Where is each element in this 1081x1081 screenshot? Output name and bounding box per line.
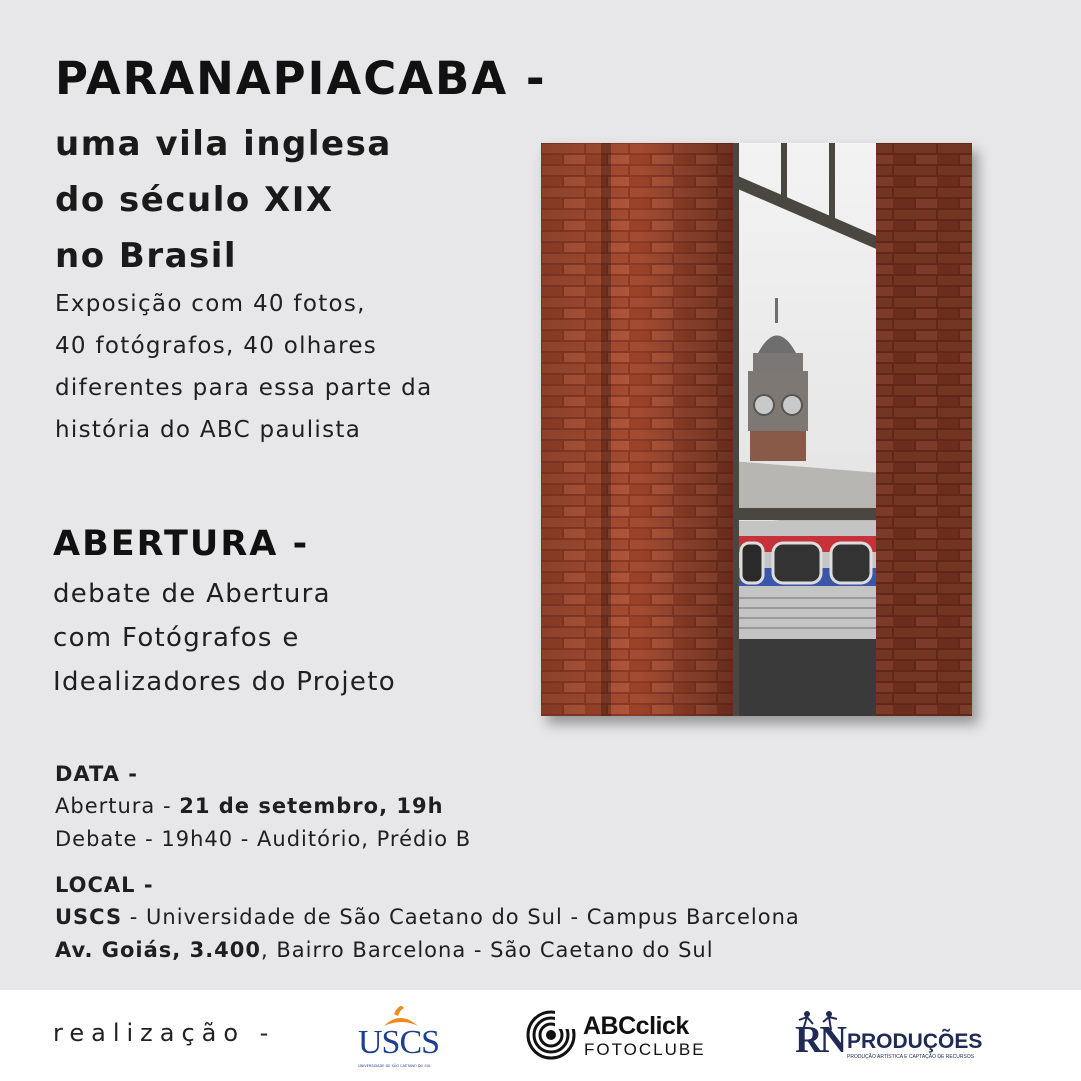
uscs-logo [356, 1002, 446, 1074]
rn-producoes-name: PRODUÇÕES [847, 1030, 983, 1053]
local-label: LOCAL - [55, 873, 154, 897]
data-label: DATA - [55, 762, 139, 786]
local-address-bold: Av. Goiás, 3.400 [55, 938, 262, 962]
local-uscs-line [55, 905, 800, 929]
data-abertura-prefix: Abertura - [55, 794, 180, 818]
abcclick-logo [525, 1008, 725, 1064]
page-title: PARANAPIACABA - [55, 52, 547, 105]
aperture-icon [525, 1009, 577, 1061]
description-line: história do ABC paulista [55, 417, 362, 443]
description-line: Exposição com 40 fotos, [55, 291, 366, 317]
subtitle-line: uma vila inglesa [55, 124, 392, 164]
local-uscs-bold: USCS [55, 905, 123, 929]
description [55, 283, 432, 451]
rn-monogram: RN [795, 1019, 844, 1061]
uscs-logo-text: USCS [358, 1024, 440, 1061]
dancers-icon [795, 1010, 845, 1036]
abcclick-sub: FOTOCLUBE [584, 1040, 706, 1059]
local-address-rest: , Bairro Barcelona - São Caetano do Sul [261, 938, 714, 962]
subtitle-line: no Brasil [55, 236, 238, 276]
data-abertura-value: 21 de setembro, 19h [179, 794, 444, 818]
abertura-line: com Fotógrafos e [53, 623, 300, 653]
train [731, 521, 881, 716]
local-uscs-rest: - Universidade de São Caetano do Sul - Campus Barcelona [122, 905, 800, 929]
rn-producoes-logo [795, 1010, 985, 1066]
photo-brick-window [541, 143, 972, 716]
photo-illustration [541, 143, 972, 716]
abcclick-name: ABCclick [583, 1012, 689, 1040]
rn-producoes-sub: PRODUÇÃO ARTÍSTICA E CAPTAÇÃO DE RECURSOS [847, 1054, 975, 1060]
abertura-body [53, 572, 396, 704]
realizacao-label: realização - [53, 1019, 276, 1047]
abertura-line: debate de Abertura [53, 579, 331, 609]
data-abertura-line [55, 794, 444, 818]
abertura-line: Idealizadores do Projeto [53, 667, 396, 697]
description-line: 40 fotógrafos, 40 olhares [55, 333, 378, 359]
data-debate-line: Debate - 19h40 - Auditório, Prédio B [55, 827, 472, 851]
uscs-logo-subtext: UNIVERSIDADE DE SÃO CAETANO DO SUL [358, 1064, 432, 1068]
subtitle-line: do século XIX [55, 180, 334, 220]
subtitle [55, 116, 392, 284]
description-line: diferentes para essa parte da [55, 375, 433, 401]
abertura-heading: ABERTURA - [53, 524, 310, 564]
local-address-line [55, 938, 714, 962]
